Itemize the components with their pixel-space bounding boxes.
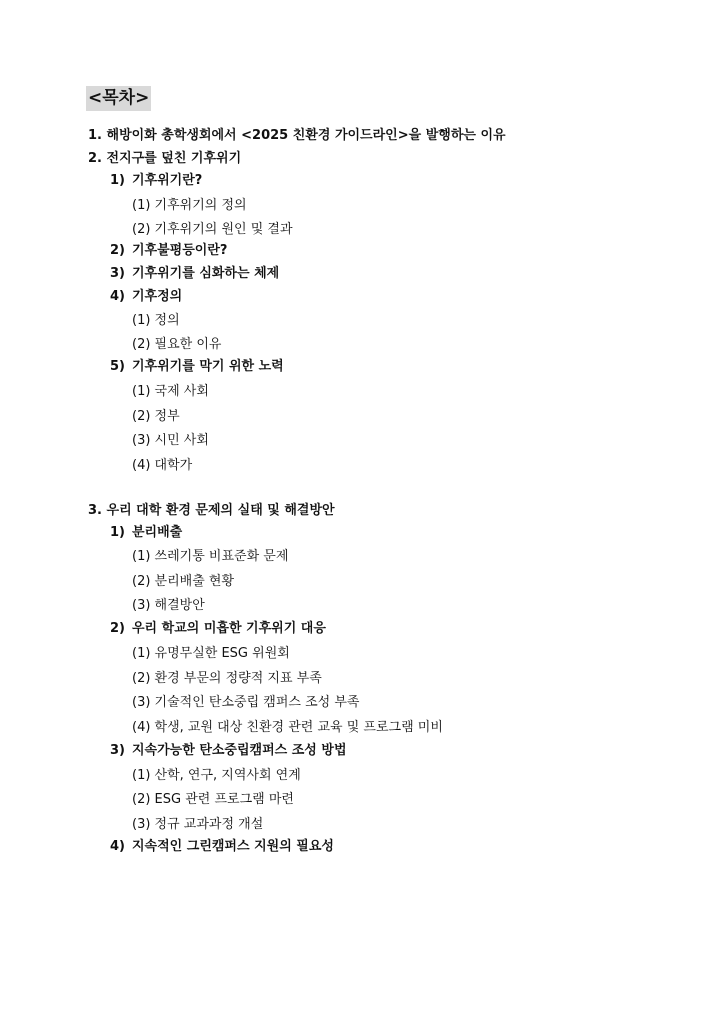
toc-item-2-2	[110, 242, 227, 260]
toc-item-3-3	[110, 742, 347, 760]
toc-item-3-4	[110, 838, 334, 856]
item-number: 3)	[110, 743, 125, 758]
toc-subitem-2-1-2: (2) 기후위기의 원인 및 결과	[132, 222, 293, 237]
toc-item-3-1	[110, 524, 182, 542]
toc-section-2: 2. 전지구를 덮친 기후위기	[88, 151, 242, 166]
toc-subitem-3-3-2: (2) ESG 관련 프로그램 마련	[132, 792, 294, 807]
toc-subitem-2-5-4: (4) 대학가	[132, 458, 193, 473]
item-text: 기후정의	[132, 289, 183, 304]
toc-item-2-3	[110, 265, 279, 283]
toc-subitem-3-3-1: (1) 산학, 연구, 지역사회 연계	[132, 768, 301, 783]
toc-subitem-3-2-4: (4) 학생, 교원 대상 친환경 관련 교육 및 프로그램 미비	[132, 720, 443, 735]
toc-subitem-3-2-1: (1) 유명무실한 ESG 위원회	[132, 646, 290, 661]
toc-subitem-3-1-2: (2) 분리배출 현황	[132, 574, 235, 589]
toc-item-3-2	[110, 620, 326, 638]
item-number: 1)	[110, 173, 125, 188]
item-number: 4)	[110, 289, 125, 304]
item-text: 우리 학교의 미흡한 기후위기 대응	[132, 621, 326, 636]
toc-subitem-3-2-2: (2) 환경 부문의 정량적 지표 부족	[132, 671, 322, 686]
item-text: 지속적인 그린캠퍼스 지원의 필요성	[132, 839, 334, 854]
toc-title: <목차>	[86, 86, 151, 111]
toc-subitem-2-5-3: (3) 시민 사회	[132, 433, 209, 448]
toc-subitem-3-1-3: (3) 해결방안	[132, 598, 205, 613]
toc-item-2-5	[110, 358, 284, 376]
toc-subitem-2-5-1: (1) 국제 사회	[132, 384, 209, 399]
item-number: 2)	[110, 243, 125, 258]
item-number: 1)	[110, 525, 125, 540]
item-number: 2)	[110, 621, 125, 636]
toc-section-3: 3. 우리 대학 환경 문제의 실태 및 해결방안	[88, 503, 335, 518]
item-text: 지속가능한 탄소중립캠퍼스 조성 방법	[132, 743, 347, 758]
item-text: 기후위기를 막기 위한 노력	[132, 359, 284, 374]
item-text: 기후위기를 심화하는 체제	[132, 266, 280, 281]
toc-item-2-4	[110, 288, 182, 306]
item-number: 5)	[110, 359, 125, 374]
toc-subitem-2-4-1: (1) 정의	[132, 313, 180, 328]
toc-subitem-2-4-2: (2) 필요한 이유	[132, 337, 222, 352]
toc-subitem-3-3-3: (3) 정규 교과과정 개설	[132, 817, 264, 832]
item-text: 분리배출	[132, 525, 183, 540]
toc-subitem-2-1-1: (1) 기후위기의 정의	[132, 198, 247, 213]
item-number: 3)	[110, 266, 125, 281]
item-number: 4)	[110, 839, 125, 854]
toc-section-1: 1. 해방이화 총학생회에서 <2025 친환경 가이드라인>을 발행하는 이유	[88, 128, 506, 143]
item-text: 기후불평등이란?	[132, 243, 228, 258]
toc-item-2-1	[110, 172, 202, 190]
toc-subitem-3-1-1: (1) 쓰레기통 비표준화 문제	[132, 549, 289, 564]
toc-subitem-3-2-3: (3) 기술적인 탄소중립 캠퍼스 조성 부족	[132, 695, 360, 710]
toc-subitem-2-5-2: (2) 정부	[132, 409, 180, 424]
item-text: 기후위기란?	[132, 173, 203, 188]
